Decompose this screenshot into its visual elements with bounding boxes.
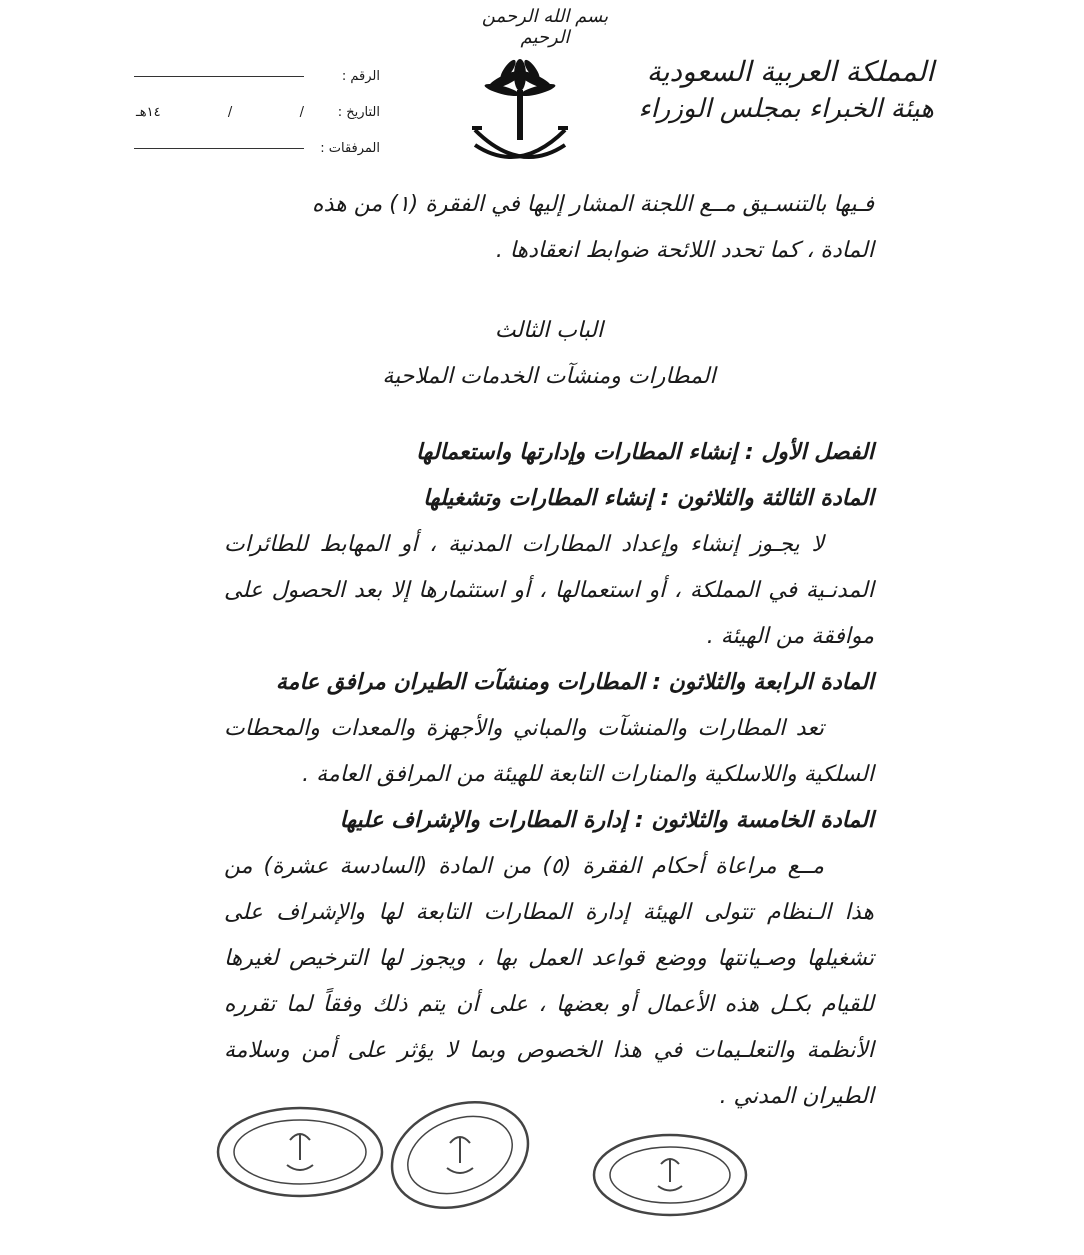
saudi-emblem-palm-swords-icon	[470, 50, 570, 180]
seal-council-experts-icon	[215, 1105, 385, 1200]
kingdom-name: المملكة العربية السعودية	[646, 55, 934, 88]
date-row	[130, 94, 380, 130]
article-34-title: المادة الرابعة والثلاثون : المطارات ومنشآت الطيران مرافق عامة	[275, 670, 874, 695]
authority-name: هيئة الخبراء بمجلس الوزراء	[638, 94, 934, 124]
date-label: التاريخ :	[337, 104, 380, 120]
seal-kingdom-icon	[385, 1098, 535, 1213]
chapter-one	[224, 430, 874, 1120]
attachments-line	[134, 148, 304, 149]
article-35-text: مــع مراعاة أحكام الفقرة (٥) من المادة (السادسة عشرة) من هذا الـنظام تتولى الهيئة إدارة المطارات التابعة لها والإشراف على تشغيلها وصـيانتها ووضع قواعد العمل بها ، ويجوز لها الترخيص لغيرها للقيام بكـل هذه الأعمال أو بعضها ، على أن يتم ذلك وفقاً لما تقرره الأنظمة والتعلـيمات في هذا الخصوص وبما لا يؤثر على أمن وسلامة الطيران المدني .	[224, 854, 874, 1109]
number-row	[130, 58, 380, 94]
number-label: الرقم :	[341, 68, 380, 84]
date-slash-1: /	[227, 104, 233, 120]
article-34-text: تعد المطارات والمنشآت والمباني والأجهزة والمعدات والمحطات السلكية واللاسلكية والمنارات التابعة للهيئة من المرافق العامة .	[224, 716, 874, 787]
attachments-row	[130, 130, 380, 166]
number-line	[134, 76, 304, 77]
part-title: الباب الثالث	[494, 318, 604, 343]
intro-line-1: فـيها بالتنسـيق مــع اللجنة المشار إليها في الفقرة (١) من هذه	[312, 192, 874, 217]
date-template	[130, 105, 310, 120]
intro-paragraph	[224, 182, 874, 274]
ministry-heading	[638, 55, 934, 124]
chapter-title: الفصل الأول : إنشاء المطارات وإدارتها واستعمالها	[416, 440, 874, 465]
part-heading	[224, 308, 874, 400]
attachments-label: المرفقات :	[320, 140, 380, 156]
reference-block	[130, 58, 380, 166]
date-slash-2: /	[299, 104, 304, 120]
article-33-text: لا يجـوز إنشاء وإعداد المطارات المدنية ، أو المهابط للطائرات المدنـية في المملكة ، أو استعمالها ، أو استثمارها إلا بعد الحصول على موافقة من الهيئة .	[224, 532, 874, 649]
article-35-title: المادة الخامسة والثلاثون : إدارة المطارات والإشراف عليها	[339, 808, 874, 833]
article-33-title: المادة الثالثة والثلاثون : إنشاء المطارات وتشغيلها	[423, 486, 874, 511]
date-year: ١٤هـ	[136, 104, 161, 120]
basmala: بسم الله الرحمن الرحيم	[481, 6, 609, 48]
seal-diwan-council-icon	[590, 1130, 750, 1220]
intro-line-2: المادة ، كما تحدد اللائحة ضوابط انعقادها .	[495, 238, 874, 263]
part-subtitle: المطارات ومنشآت الخدمات الملاحية	[382, 364, 716, 389]
